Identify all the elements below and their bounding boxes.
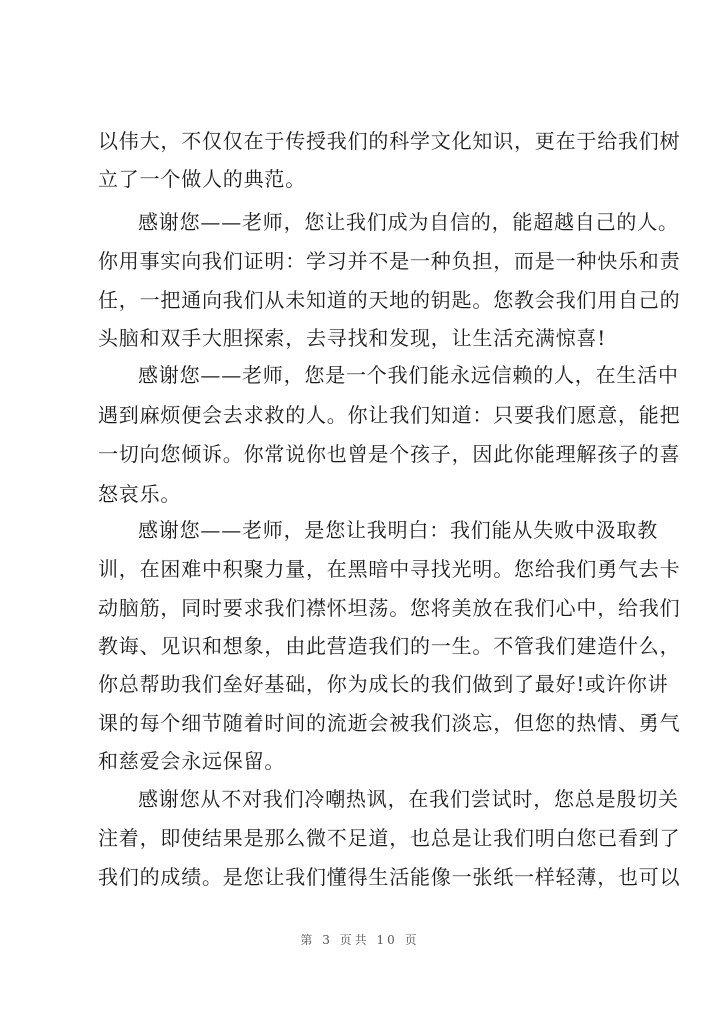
- text-line: 感谢您——老师，您是一个我们能永远信赖的人，在生活中: [138, 363, 679, 387]
- text-line: 感谢您——老师，是您让我明白：我们能从失败中汲取教: [138, 518, 658, 542]
- text-line: 以伟大，不仅仅在于传授我们的科学文化知识，更在于给我们树: [98, 129, 681, 153]
- text-line: 遇到麻烦便会去求救的人。你让我们知道：只要我们愿意，能把: [98, 403, 681, 427]
- text-line: 和慈爱会永远保留。: [98, 749, 286, 773]
- text-line: 感谢您——老师，您让我们成为自信的，能超越自己的人。: [138, 210, 679, 234]
- text-line: 任，一把通向我们从未知道的天地的钥匙。您教会我们用自己的: [98, 288, 681, 312]
- text-line: 我们的成绩。是您让我们懂得生活能像一张纸一样轻薄，也可以: [98, 865, 681, 889]
- text-line: 一切向您倾诉。你常说你也曾是个孩子，因此你能理解孩子的喜: [98, 442, 681, 466]
- text-line: 教诲、见识和想象，由此营造我们的一生。不管我们建造什么，: [98, 634, 681, 658]
- text-line: 立了一个做人的典范。: [98, 167, 306, 191]
- text-line: 训，在困难中积聚力量，在黑暗中寻找光明。您给我们勇气去卡: [98, 557, 681, 581]
- text-line: 课的每个细节随着时间的流逝会被我们淡忘，但您的热情、勇气: [98, 711, 681, 735]
- page-number-footer: 第 3 页共 10 页: [300, 933, 420, 947]
- text-line: 你总帮助我们垒好基础，你为成长的我们做到了最好!或许你讲: [98, 672, 669, 696]
- text-line: 怒哀乐。: [98, 482, 182, 506]
- text-line: 你用事实向我们证明：学习并不是一种负担，而是一种快乐和责: [98, 249, 681, 273]
- text-line: 感谢您从不对我们冷嘲热讽，在我们尝试时，您总是殷切关: [138, 787, 679, 811]
- text-line: 动脑筋，同时要求我们襟怀坦荡。您将美放在我们心中，给我们: [98, 596, 681, 620]
- text-line: 注着，即使结果是那么微不足道，也总是让我们明白您已看到了: [98, 826, 681, 850]
- text-line: 头脑和双手大胆探索，去寻找和发现，让生活充满惊喜!: [98, 326, 607, 350]
